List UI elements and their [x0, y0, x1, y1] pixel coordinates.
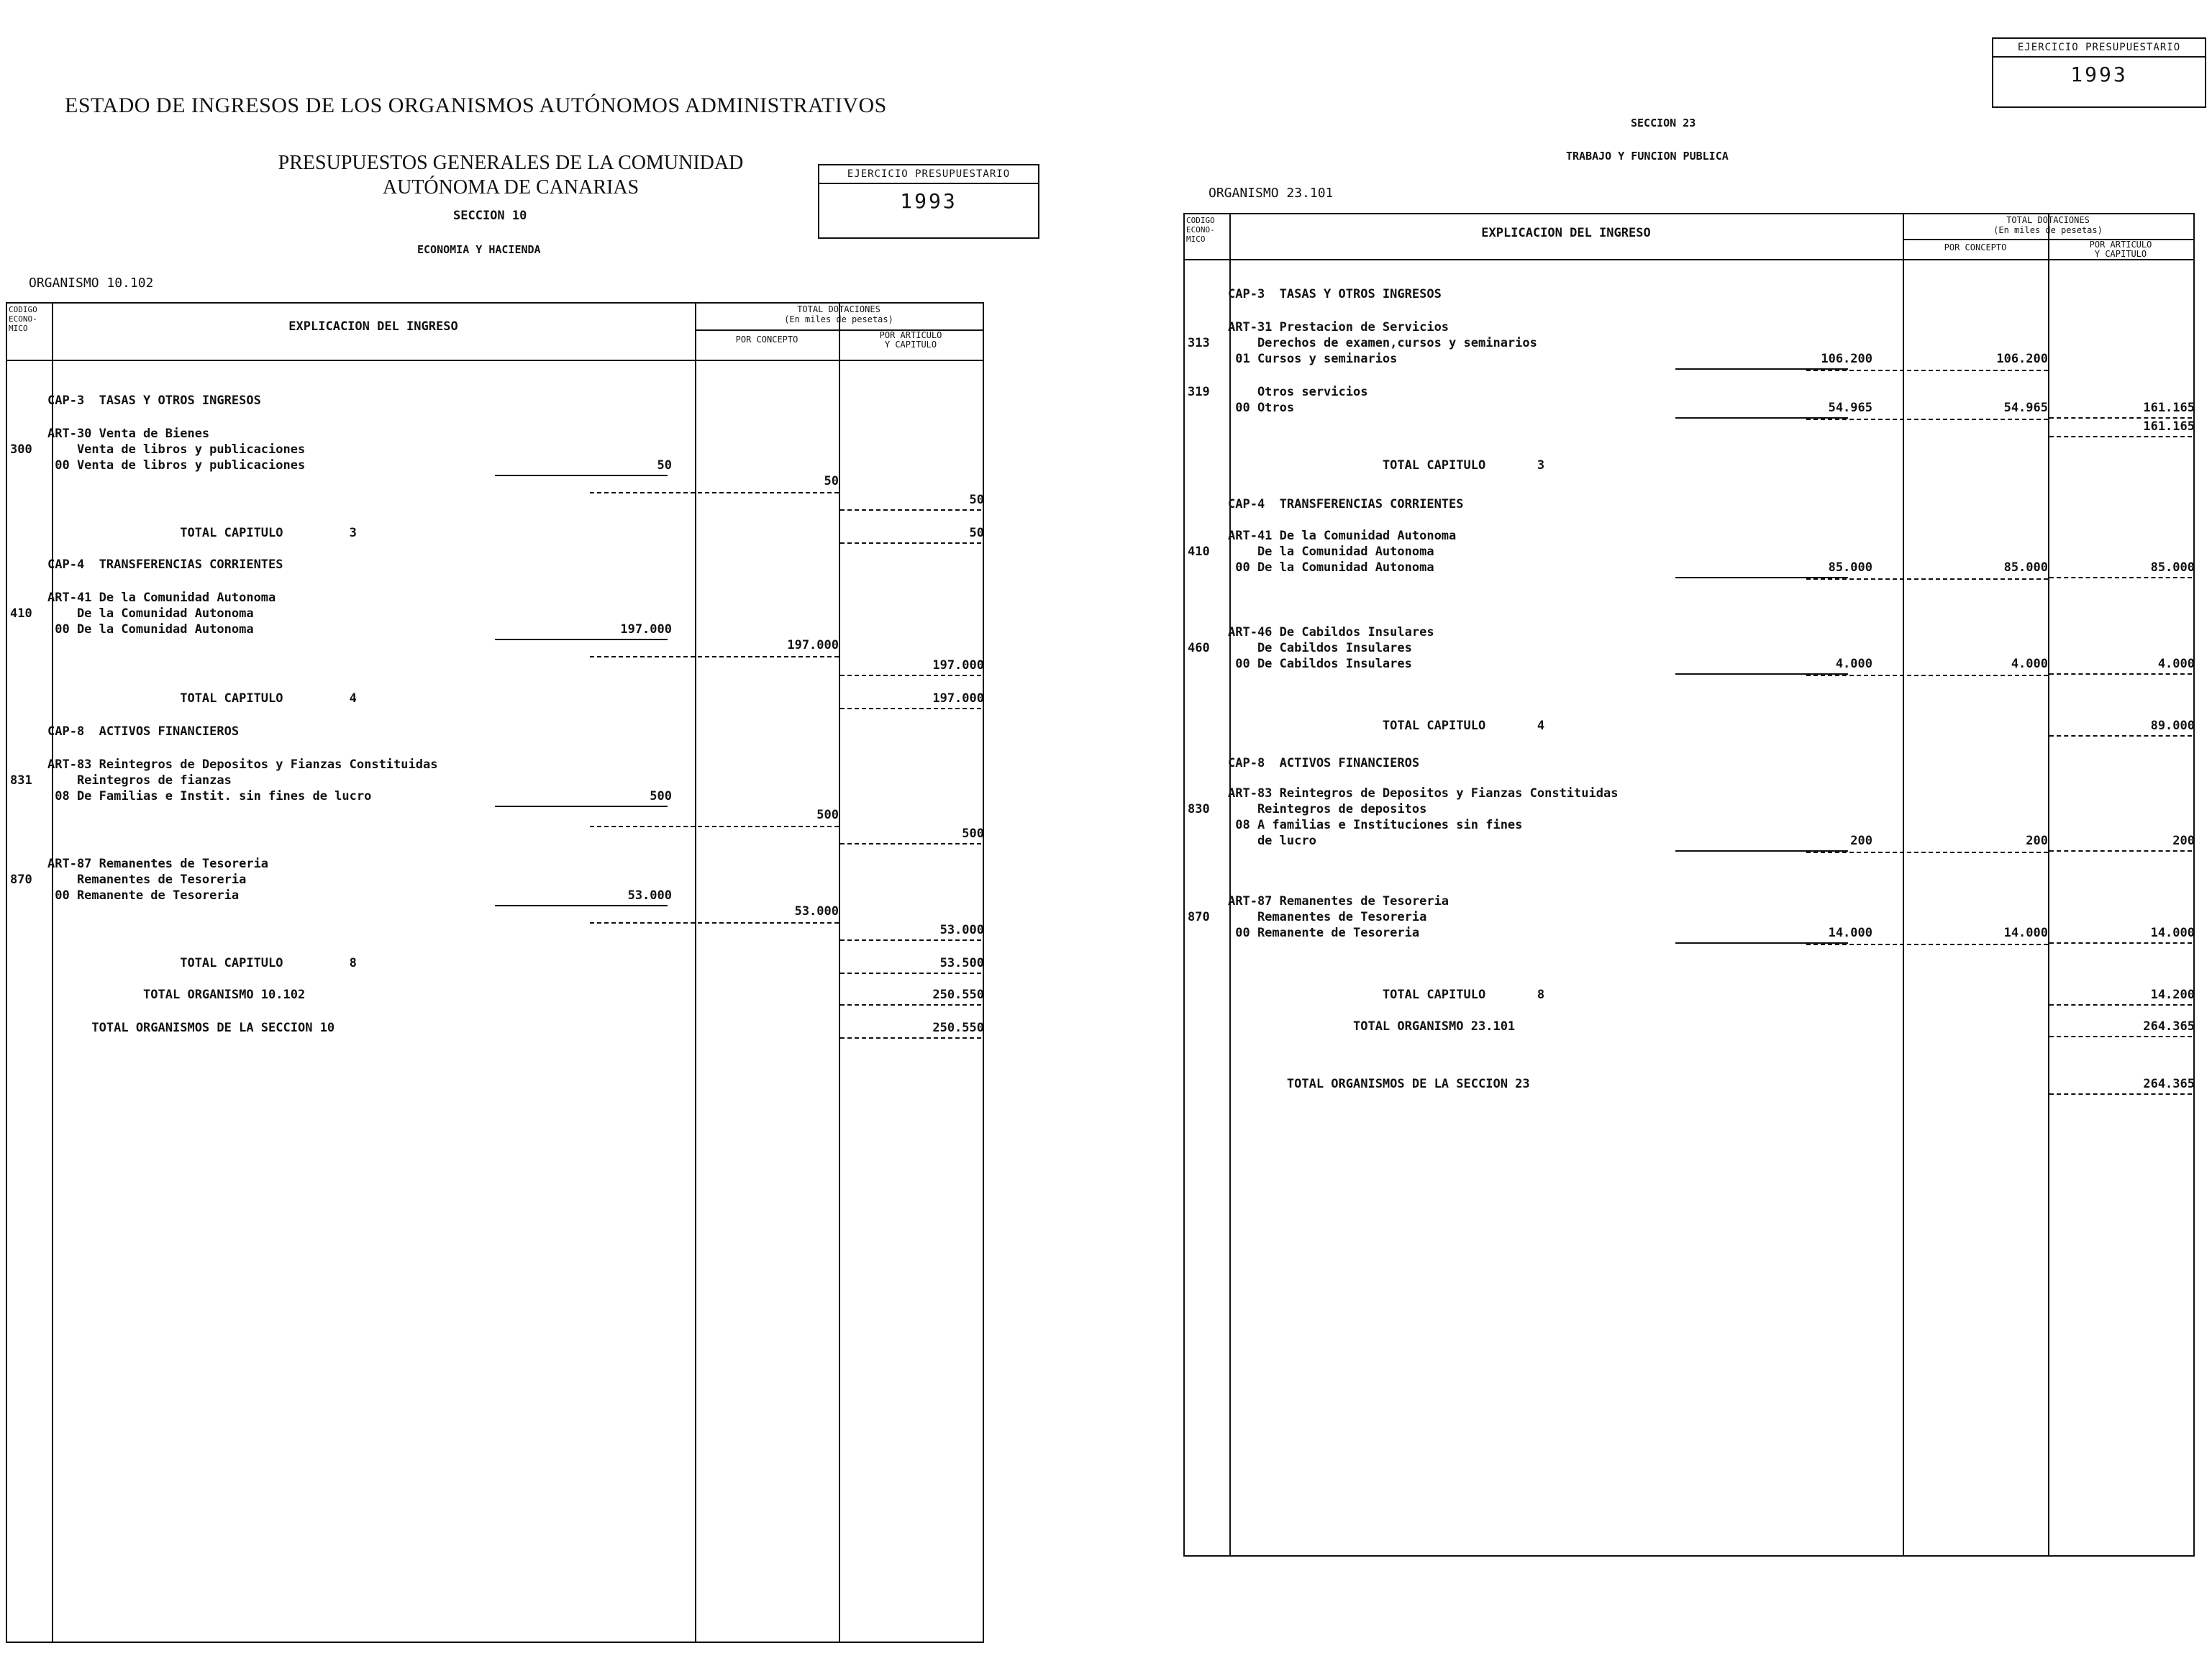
subconcepto-amount: 54.965 — [1828, 401, 1872, 415]
table-row — [1185, 925, 2193, 941]
concepto-amount: 14.000 — [2003, 926, 2048, 940]
articulo-amount: 500 — [962, 827, 984, 841]
ejercicio-year: 1993 — [2070, 63, 2128, 86]
explicacion-cell: TOTAL CAPITULO 8 — [1228, 988, 1545, 1002]
explicacion-cell: ART-83 Reintegros de Depositos y Fianzas Constituidas — [1228, 786, 1619, 801]
table-row — [1185, 624, 2193, 640]
articulo-amount: 50 — [969, 526, 984, 540]
explicacion-cell: Remanentes de Tesoreria — [47, 873, 247, 887]
explicacion-cell: ART-31 Prestacion de Servicios — [1228, 320, 1449, 334]
table-row — [1185, 370, 2193, 386]
right-page — [1106, 0, 2211, 1671]
table-row — [1185, 786, 2193, 801]
por-concepto-header: POR CONCEPTO — [1944, 242, 2007, 252]
table-row — [7, 922, 983, 938]
articulo-rule — [2049, 942, 2192, 944]
codigo-cell: 313 — [1188, 336, 1210, 350]
table-row — [7, 457, 983, 473]
table-row — [7, 1020, 983, 1036]
subconcepto-amount: 500 — [650, 789, 672, 803]
explicacion-cell: Reintegros de depositos — [1228, 802, 1427, 816]
table-row — [1185, 755, 2193, 771]
explicacion-cell: Otros servicios — [1228, 385, 1368, 399]
subconcepto-amount: 50 — [657, 458, 672, 473]
table-row — [1185, 528, 2193, 544]
table-row — [7, 393, 983, 409]
explicacion-cell: CAP-4 TRANSFERENCIAS CORRIENTES — [1228, 497, 1464, 511]
concepto-amount: 85.000 — [2003, 560, 2048, 575]
ingresos-table — [1183, 213, 2195, 1557]
articulo-amount: 53.500 — [939, 956, 984, 970]
table-row — [7, 1006, 983, 1021]
explicacion-cell: CAP-3 TASAS Y OTROS INGRESOS — [1228, 287, 1442, 301]
table-row — [1185, 286, 2193, 302]
table-row — [7, 807, 983, 823]
codigo-cell: 300 — [10, 442, 32, 457]
explicacion-cell: Derechos de examen,cursos y seminarios — [1228, 336, 1537, 350]
table-row — [7, 525, 983, 541]
codigo-cell: 410 — [1188, 545, 1210, 559]
ingresos-table — [6, 302, 984, 1643]
subconcepto-amount: 53.000 — [627, 888, 672, 903]
articulo-amount: 250.550 — [932, 1021, 984, 1035]
table-row — [1185, 833, 2193, 849]
explicacion-cell: De la Comunidad Autonoma — [1228, 545, 1434, 559]
table-row — [1185, 909, 2193, 925]
table-row — [7, 788, 983, 804]
seccion-name: ECONOMIA Y HACIENDA — [417, 243, 541, 256]
explicacion-cell: ART-46 De Cabildos Insulares — [1228, 625, 1434, 639]
table-row — [1185, 640, 2193, 656]
articulo-rule — [840, 843, 981, 844]
articulo-amount: 200 — [2172, 834, 2195, 848]
table-row — [7, 557, 983, 573]
explicacion-cell: ART-30 Venta de Bienes — [47, 427, 210, 441]
seccion-label: SECCION 23 — [1631, 117, 1696, 129]
articulo-amount: 89.000 — [2150, 719, 2195, 733]
codigo-cell: 460 — [1188, 641, 1210, 655]
articulo-rule — [840, 708, 981, 709]
explicacion-cell: TOTAL CAPITULO 3 — [47, 526, 357, 540]
explicacion-cell: 00 De la Comunidad Autonoma — [47, 622, 254, 637]
explicacion-cell: De Cabildos Insulares — [1228, 641, 1412, 655]
explicacion-cell: 00 Otros — [1228, 401, 1295, 415]
table-row — [1185, 1076, 2193, 1092]
articulo-rule — [840, 675, 981, 676]
articulo-rule — [2049, 735, 2192, 737]
document-title: ESTADO DE INGRESOS DE LOS ORGANISMOS AUTÓNOMOS ADMINISTRATIVOS — [65, 94, 887, 117]
ejercicio-box — [818, 164, 1039, 239]
explicacion-cell: CAP-8 ACTIVOS FINANCIEROS — [47, 724, 240, 739]
table-row — [7, 826, 983, 842]
table-row — [7, 621, 983, 637]
seccion-label: SECCION 10 — [453, 209, 527, 223]
total-dotaciones-header: TOTAL DOTACIONES — [797, 304, 880, 314]
ejercicio-box — [1992, 37, 2206, 108]
articulo-amount: 161.165 — [2143, 419, 2195, 434]
articulo-rule — [2049, 1093, 2192, 1095]
subconcepto-amount: 200 — [1850, 834, 1872, 848]
explicacion-cell: TOTAL ORGANISMOS DE LA SECCION 10 — [47, 1021, 335, 1035]
articulo-amount: 14.200 — [2150, 988, 2195, 1002]
table-row — [7, 637, 983, 653]
ejercicio-year: 1993 — [900, 189, 957, 213]
explicacion-cell: TOTAL ORGANISMOS DE LA SECCION 23 — [1228, 1077, 1530, 1091]
explicacion-cell: de lucro — [1228, 834, 1316, 848]
articulo-rule — [2049, 1036, 2192, 1037]
concepto-amount: 50 — [824, 474, 839, 488]
codigo-cell: 410 — [10, 606, 32, 621]
table-row — [7, 987, 983, 1003]
concepto-rule — [1806, 578, 2048, 580]
explicacion-cell: 08 De Familias e Instit. sin fines de lucro — [47, 789, 372, 803]
articulo-rule — [2049, 436, 2192, 437]
concepto-amount: 200 — [2026, 834, 2048, 848]
subconcepto-amount: 4.000 — [1835, 657, 1872, 671]
explicacion-cell: Reintegros de fianzas — [47, 773, 232, 788]
table-row — [1185, 496, 2193, 512]
articulo-amount: 197.000 — [932, 658, 984, 673]
subconcepto-amount: 106.200 — [1821, 352, 1872, 366]
table-row — [1185, 351, 2193, 367]
concepto-amount: 53.000 — [794, 904, 839, 919]
explicacion-header: EXPLICACION DEL INGRESO — [1481, 226, 1651, 240]
explicacion-cell: Venta de libros y publicaciones — [47, 442, 306, 457]
articulo-amount: 14.000 — [2150, 926, 2195, 940]
table-row — [7, 590, 983, 606]
explicacion-cell: CAP-8 ACTIVOS FINANCIEROS — [1228, 756, 1420, 770]
articulo-amount: 264.365 — [2143, 1077, 2195, 1091]
ejercicio-label: EJERCICIO PRESUPUESTARIO — [1993, 39, 2205, 58]
explicacion-cell: TOTAL CAPITULO 4 — [1228, 719, 1545, 733]
table-row — [1185, 335, 2193, 351]
explicacion-cell: TOTAL ORGANISMO 23.101 — [1228, 1019, 1516, 1034]
header-divider — [1185, 259, 2193, 260]
articulo-rule — [840, 509, 981, 511]
explicacion-cell: TOTAL CAPITULO 4 — [47, 691, 357, 706]
explicacion-cell: TOTAL CAPITULO 8 — [47, 956, 357, 970]
table-row — [1185, 419, 2193, 434]
table-row — [1185, 1019, 2193, 1034]
articulo-rule — [840, 939, 981, 941]
por-concepto-header: POR CONCEPTO — [735, 334, 798, 345]
table-row — [7, 657, 983, 673]
articulo-amount: 250.550 — [932, 988, 984, 1002]
table-row — [1185, 560, 2193, 575]
articulo-amount: 4.000 — [2157, 657, 2195, 671]
codigo-header: CODIGO ECONO- MICO — [9, 305, 37, 333]
explicacion-cell: 00 Remanente de Tesoreria — [47, 888, 240, 903]
concepto-amount: 54.965 — [2003, 401, 2048, 415]
articulo-amount: 85.000 — [2150, 560, 2195, 575]
table-row — [7, 955, 983, 971]
explicacion-cell: 01 Cursos y seminarios — [1228, 352, 1398, 366]
table-row — [1185, 656, 2193, 672]
articulo-amount: 197.000 — [932, 691, 984, 706]
articulo-rule — [840, 1037, 981, 1039]
por-articulo-header: POR ARTICULO Y CAPITULO — [2089, 240, 2152, 259]
organismo-label: ORGANISMO 10.102 — [29, 276, 154, 291]
articulo-rule — [840, 542, 981, 544]
articulo-amount: 50 — [969, 493, 984, 507]
explicacion-cell: 00 De Cabildos Insulares — [1228, 657, 1412, 671]
articulo-rule — [2049, 850, 2192, 852]
table-row — [7, 492, 983, 508]
explicacion-cell: 08 A familias e Instituciones sin fines — [1228, 818, 1523, 832]
presupuestos-line1: PRESUPUESTOS GENERALES DE LA COMUNIDAD — [278, 152, 744, 174]
table-row — [1185, 893, 2193, 909]
articulo-amount: 53.000 — [939, 923, 984, 937]
explicacion-cell: 00 Venta de libros y publicaciones — [47, 458, 306, 473]
concepto-rule — [1806, 675, 2048, 676]
codigo-cell: 870 — [1188, 910, 1210, 924]
articulo-amount: 161.165 — [2143, 401, 2195, 415]
table-row — [7, 442, 983, 457]
table-row — [1185, 384, 2193, 400]
table-row — [1185, 817, 2193, 833]
concepto-amount: 4.000 — [2011, 657, 2048, 671]
table-row — [7, 872, 983, 888]
organismo-label: ORGANISMO 23.101 — [1209, 186, 1334, 201]
table-row — [1185, 718, 2193, 734]
table-row — [7, 473, 983, 489]
codigo-header: CODIGO ECONO- MICO — [1186, 216, 1215, 244]
table-row — [7, 724, 983, 739]
articulo-rule — [2049, 673, 2192, 675]
table-row — [1185, 319, 2193, 335]
codigo-cell: 870 — [10, 873, 32, 887]
ejercicio-label: EJERCICIO PRESUPUESTARIO — [819, 165, 1038, 184]
explicacion-cell: ART-87 Remanentes de Tesoreria — [1228, 894, 1449, 909]
explicacion-cell: 00 De la Comunidad Autonoma — [1228, 560, 1434, 575]
table-row — [1185, 987, 2193, 1003]
articulo-rule — [840, 973, 981, 974]
table-row — [7, 903, 983, 919]
table-row — [7, 856, 983, 872]
table-row — [7, 691, 983, 706]
explicacion-cell: CAP-4 TRANSFERENCIAS CORRIENTES — [47, 557, 283, 572]
subconcepto-amount: 85.000 — [1828, 560, 1872, 575]
presupuestos-line2: AUTÓNOMA DE CANARIAS — [382, 176, 640, 199]
articulo-rule — [2049, 577, 2192, 578]
concepto-amount: 106.200 — [1996, 352, 2048, 366]
concepto-amount: 500 — [816, 808, 839, 822]
explicacion-cell: ART-83 Reintegros de Depositos y Fianzas Constituidas — [47, 757, 438, 772]
table-row — [1185, 544, 2193, 560]
explicacion-cell: De la Comunidad Autonoma — [47, 606, 254, 621]
en-miles-header: (En miles de pesetas) — [1993, 225, 2103, 235]
explicacion-cell: ART-41 De la Comunidad Autonoma — [1228, 529, 1457, 543]
total-dotaciones-header: TOTAL DOTACIONES — [2006, 215, 2090, 225]
codigo-cell: 831 — [10, 773, 32, 788]
seccion-name: TRABAJO Y FUNCION PUBLICA — [1566, 150, 1729, 163]
subconcepto-amount: 14.000 — [1828, 926, 1872, 940]
codigo-cell: 319 — [1188, 385, 1210, 399]
table-row — [7, 773, 983, 788]
explicacion-header: EXPLICACION DEL INGRESO — [288, 319, 458, 334]
header-divider — [7, 360, 983, 361]
table-row — [7, 757, 983, 773]
articulo-amount: 264.365 — [2143, 1019, 2195, 1034]
articulo-rule — [2049, 1004, 2192, 1006]
por-articulo-header: POR ARTICULO Y CAPITULO — [879, 330, 942, 350]
table-row — [7, 426, 983, 442]
explicacion-cell: Remanentes de Tesoreria — [1228, 910, 1427, 924]
explicacion-cell: ART-87 Remanentes de Tesoreria — [47, 857, 269, 871]
explicacion-cell: TOTAL CAPITULO 3 — [1228, 458, 1545, 473]
subconcepto-amount: 197.000 — [620, 622, 672, 637]
explicacion-cell: TOTAL ORGANISMO 10.102 — [47, 988, 306, 1002]
en-miles-header: (En miles de pesetas) — [784, 314, 893, 324]
table-row — [7, 888, 983, 903]
explicacion-cell: 00 Remanente de Tesoreria — [1228, 926, 1420, 940]
codigo-cell: 830 — [1188, 802, 1210, 816]
explicacion-cell: CAP-3 TASAS Y OTROS INGRESOS — [47, 393, 261, 408]
concepto-amount: 197.000 — [787, 638, 839, 652]
explicacion-cell: ART-41 De la Comunidad Autonoma — [47, 591, 276, 605]
concepto-rule — [1806, 852, 2048, 853]
table-row — [1185, 801, 2193, 817]
table-row — [7, 606, 983, 621]
table-row — [1185, 457, 2193, 473]
concepto-rule — [1806, 944, 2048, 945]
table-row — [1185, 400, 2193, 416]
